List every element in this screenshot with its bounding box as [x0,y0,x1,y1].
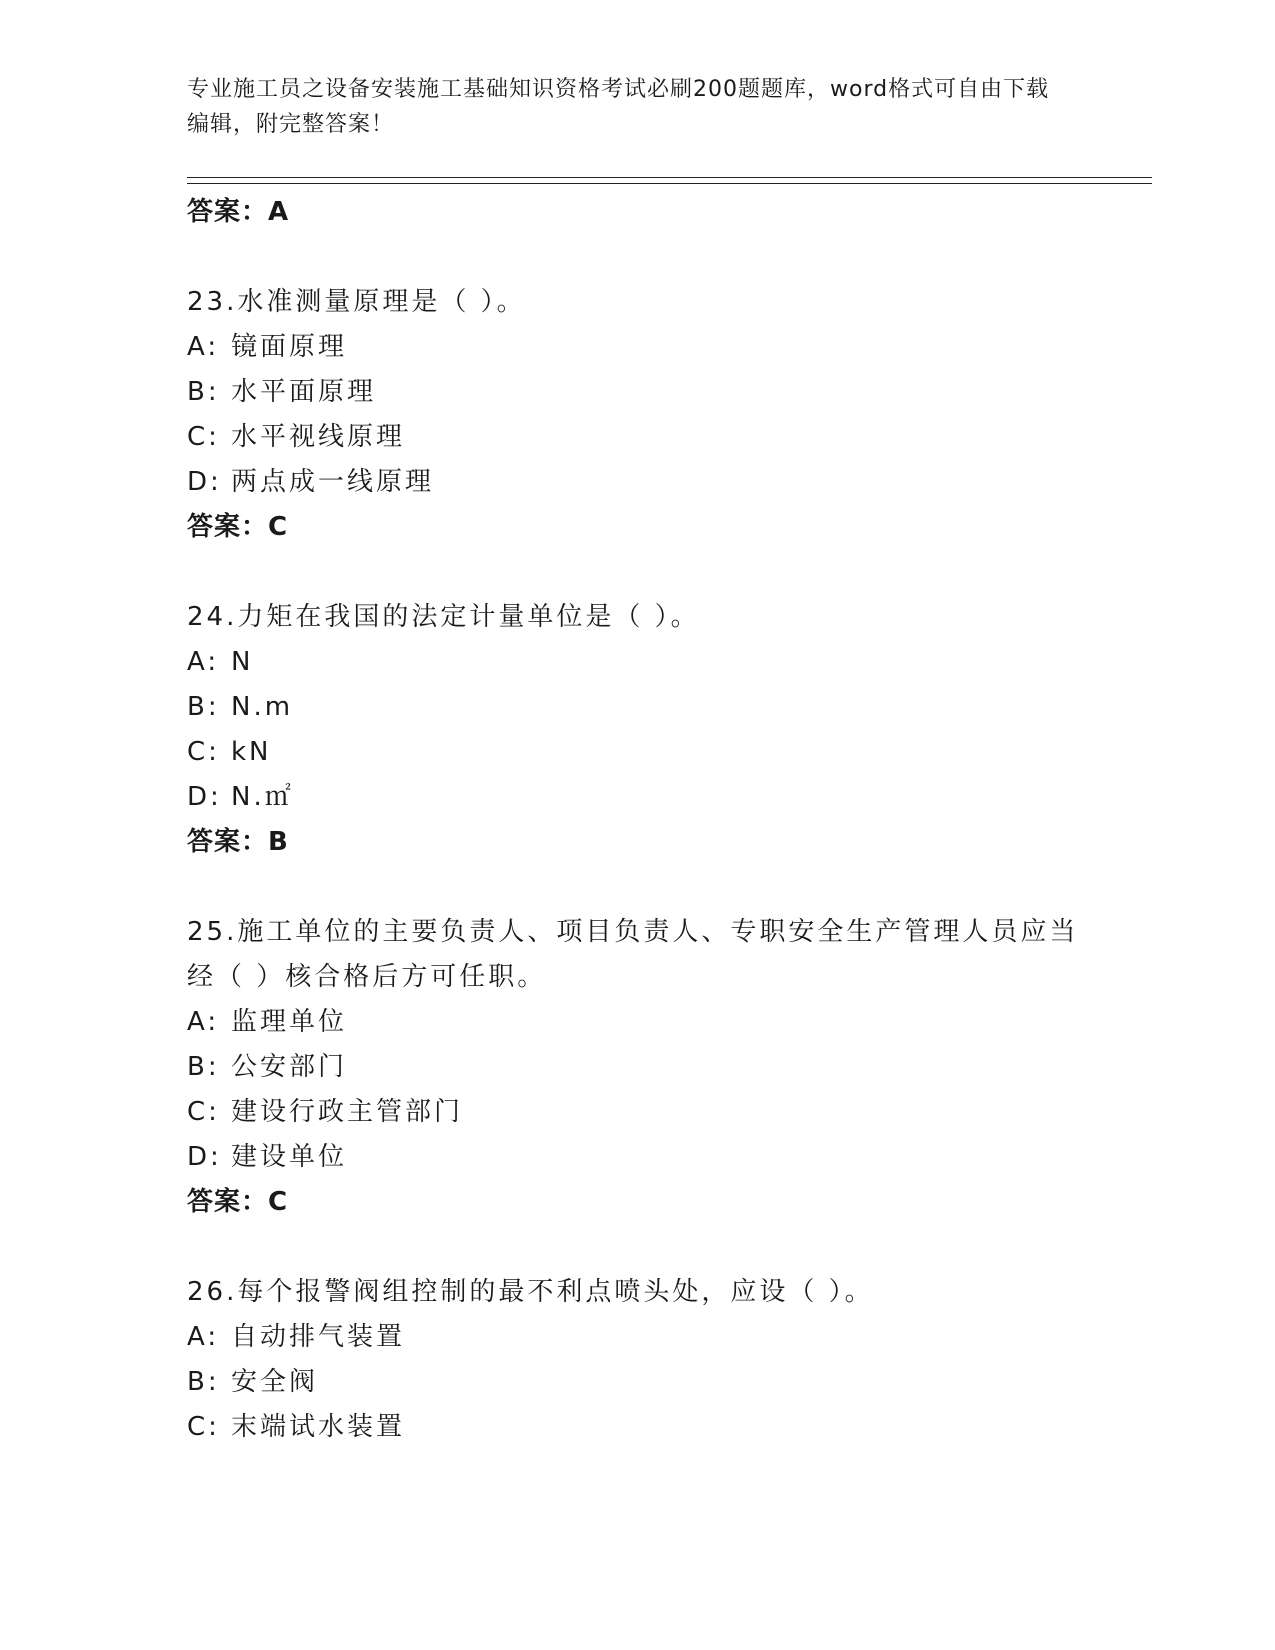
option-d: D: 两点成一线原理 [187,467,435,497]
answer-line: 答案：B [187,827,289,857]
answer-line: 答案：C [187,1187,289,1217]
spacer [187,1225,1087,1270]
spacer [187,865,1087,910]
question-list [187,190,1087,1450]
option-b: B: 水平面原理 [187,377,377,407]
option-a: A: 自动排气装置 [187,1322,406,1352]
question-stem: 24.力矩在我国的法定计量单位是（ ）。 [187,602,700,632]
question-stem: 23.水准测量原理是（ ）。 [187,287,526,317]
option-c: C: 水平视线原理 [187,422,406,452]
question-stem-continued: 经（ ）核合格后方可任职。 [187,962,547,992]
spacer [187,550,1087,595]
answer-line: 答案：A [187,197,290,227]
answer-line: 答案：C [187,512,289,542]
option-a: A: 镜面原理 [187,332,348,362]
document-header: 专业施工员之设备安装施工基础知识资格考试必刷200题题库，word格式可自由下载编辑，附完整答案！ [187,77,1050,137]
option-a: A: N [187,647,254,677]
option-c: C: 末端试水装置 [187,1412,406,1442]
question-stem: 26.每个报警阀组控制的最不利点喷头处，应设（ ）。 [187,1277,874,1307]
option-b: B: N.m [187,692,294,722]
spacer [187,235,1087,280]
header-divider-bottom [187,183,1152,184]
option-c: C: 建设行政主管部门 [187,1097,464,1127]
option-c: C: kN [187,737,272,767]
option-b: B: 公安部门 [187,1052,348,1082]
option-d: D: 建设单位 [187,1142,348,1172]
option-d: D: N.㎡ [187,782,294,812]
header-divider-top [187,177,1152,178]
option-a: A: 监理单位 [187,1007,348,1037]
question-stem: 25.施工单位的主要负责人、项目负责人、专职安全生产管理人员应当 [187,917,1079,947]
option-b: B: 安全阀 [187,1367,319,1397]
